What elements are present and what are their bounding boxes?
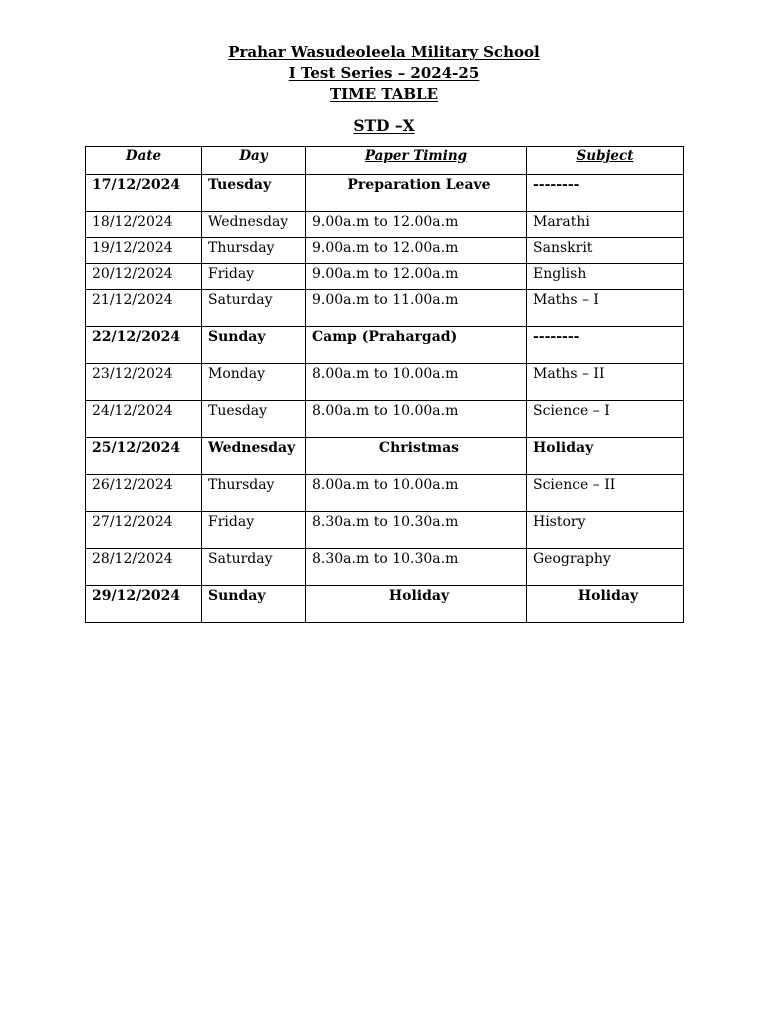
- test-series: I Test Series – 2024-25: [288, 64, 480, 82]
- subject-cell: Maths – II: [527, 364, 684, 401]
- table-row: [86, 512, 684, 549]
- timing-cell: Camp (Prahargad): [306, 327, 527, 364]
- day-cell: Tuesday: [202, 175, 306, 212]
- table-row: [86, 549, 684, 586]
- day-cell: Wednesday: [202, 438, 306, 475]
- subject-cell: Marathi: [527, 212, 684, 238]
- timing-cell: 8.30a.m to 10.30a.m: [306, 512, 527, 549]
- date-cell: 19/12/2024: [86, 238, 202, 264]
- subject-cell: Geography: [527, 549, 684, 586]
- date-cell: 21/12/2024: [86, 290, 202, 327]
- table-row: [86, 264, 684, 290]
- date-cell: 29/12/2024: [86, 586, 202, 623]
- day-cell: Sunday: [202, 586, 306, 623]
- date-cell: 20/12/2024: [86, 264, 202, 290]
- table-row: [86, 401, 684, 438]
- day-cell: Monday: [202, 364, 306, 401]
- subject-cell: Holiday: [527, 586, 684, 623]
- timing-cell: 8.00a.m to 10.00a.m: [306, 364, 527, 401]
- timing-cell: 8.00a.m to 10.00a.m: [306, 401, 527, 438]
- day-cell: Thursday: [202, 238, 306, 264]
- date-cell: 22/12/2024: [86, 327, 202, 364]
- subject-cell: --------: [527, 327, 684, 364]
- table-row: [86, 586, 684, 623]
- subject-cell: Maths – I: [527, 290, 684, 327]
- date-cell: 26/12/2024: [86, 475, 202, 512]
- subject-cell: --------: [527, 175, 684, 212]
- day-cell: Friday: [202, 264, 306, 290]
- date-cell: 24/12/2024: [86, 401, 202, 438]
- subject-cell: Holiday: [527, 438, 684, 475]
- table-row: [86, 290, 684, 327]
- timing-cell: 8.30a.m to 10.30a.m: [306, 549, 527, 586]
- subject-cell: English: [527, 264, 684, 290]
- timetable: [85, 146, 684, 623]
- day-cell: Friday: [202, 512, 306, 549]
- subject-cell: History: [527, 512, 684, 549]
- date-cell: 28/12/2024: [86, 549, 202, 586]
- timing-cell: 9.00a.m to 11.00a.m: [306, 290, 527, 327]
- subject-cell: Science – II: [527, 475, 684, 512]
- column-header-paper-timing: Paper Timing: [306, 147, 527, 175]
- date-cell: 17/12/2024: [86, 175, 202, 212]
- timing-cell: Christmas: [306, 438, 527, 475]
- subject-cell: Sanskrit: [527, 238, 684, 264]
- timing-cell: Preparation Leave: [306, 175, 527, 212]
- date-cell: 25/12/2024: [86, 438, 202, 475]
- day-cell: Sunday: [202, 327, 306, 364]
- column-header-date: Date: [86, 147, 202, 175]
- date-cell: 18/12/2024: [86, 212, 202, 238]
- day-cell: Saturday: [202, 290, 306, 327]
- table-row: [86, 364, 684, 401]
- timing-cell: 9.00a.m to 12.00a.m: [306, 264, 527, 290]
- column-header-day: Day: [202, 147, 306, 175]
- day-cell: Wednesday: [202, 212, 306, 238]
- table-row: [86, 238, 684, 264]
- timing-cell: 9.00a.m to 12.00a.m: [306, 212, 527, 238]
- table-row: [86, 175, 684, 212]
- timing-cell: 9.00a.m to 12.00a.m: [306, 238, 527, 264]
- table-row: [86, 438, 684, 475]
- day-cell: Tuesday: [202, 401, 306, 438]
- document-title: TIME TABLE: [329, 85, 439, 103]
- date-cell: 27/12/2024: [86, 512, 202, 549]
- day-cell: Saturday: [202, 549, 306, 586]
- subject-cell: Science – I: [527, 401, 684, 438]
- table-row: [86, 475, 684, 512]
- date-cell: 23/12/2024: [86, 364, 202, 401]
- table-row: [86, 327, 684, 364]
- day-cell: Thursday: [202, 475, 306, 512]
- column-header-subject: Subject: [527, 147, 684, 175]
- school-name: Prahar Wasudeoleela Military School: [228, 43, 540, 61]
- timing-cell: Holiday: [306, 586, 527, 623]
- table-row: [86, 212, 684, 238]
- standard-label: STD –X: [353, 116, 415, 135]
- document-header: [0, 42, 768, 136]
- timing-cell: 8.00a.m to 10.00a.m: [306, 475, 527, 512]
- table-header-row: [86, 147, 684, 175]
